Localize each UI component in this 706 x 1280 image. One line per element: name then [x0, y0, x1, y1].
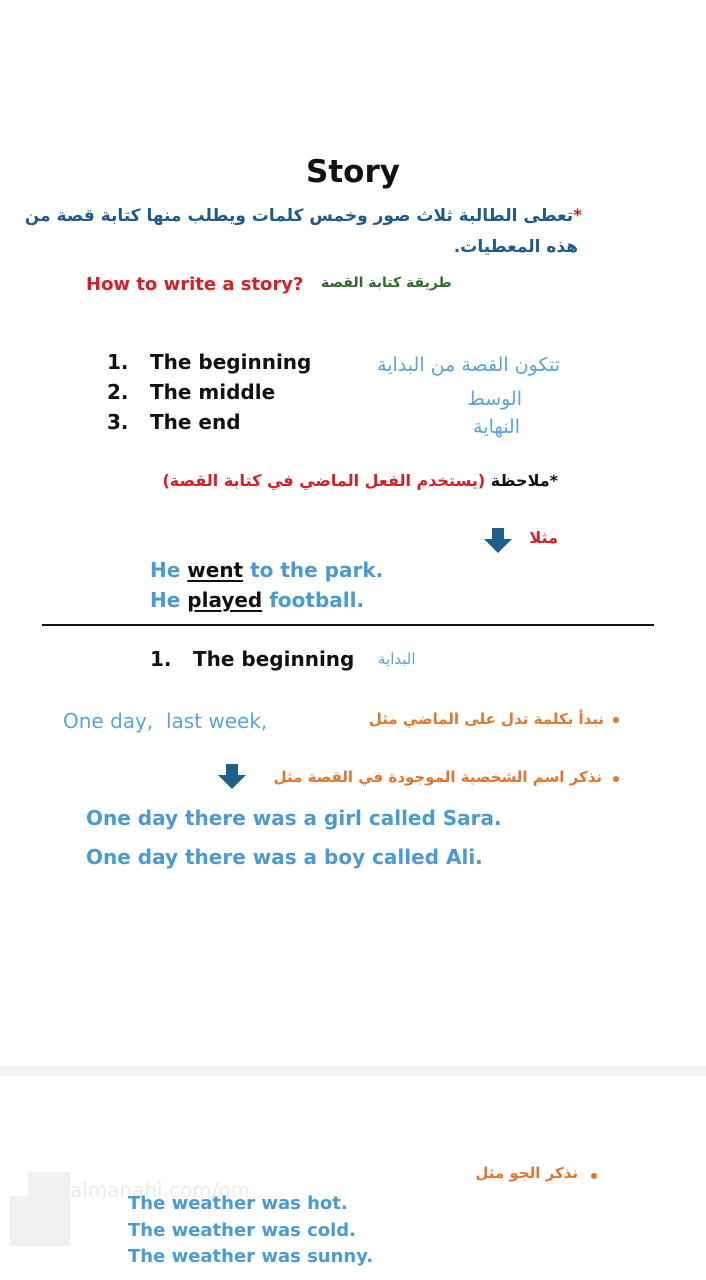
page-title: Story: [306, 154, 400, 190]
parts-arabic-1: تتكون القصة من البداية: [377, 354, 560, 376]
part-num-2: 2.: [107, 380, 129, 404]
bullet-start-text: نبدأ بكلمة تدل على الماضي مثل: [368, 710, 604, 728]
part-num-3: 3.: [107, 410, 129, 434]
parts-arabic-3: النهاية: [473, 416, 520, 438]
bullet-weather-dot: [591, 1173, 597, 1179]
section-heading-arabic: البداية: [378, 650, 416, 668]
example-sentence-1: [150, 558, 383, 582]
parts-arabic-2: الوسط: [467, 388, 522, 410]
note: [162, 471, 558, 490]
section-num: 1.: [150, 647, 172, 671]
part-label-1: The beginning: [150, 350, 312, 374]
intro-line-2: هذه المعطيات.: [453, 237, 578, 257]
example-2-after: football.: [269, 588, 365, 612]
watermark-url: almanahj.com/om: [70, 1178, 251, 1202]
example-1-verb: went: [187, 558, 244, 582]
intro-line-1: [25, 206, 582, 226]
bullet-character-text: نذكر اسم الشخصية الموجودة في القصة مثل: [273, 768, 602, 786]
howto-arabic: طريقة كتابة القصة: [321, 275, 452, 291]
intro-star: *: [573, 206, 582, 226]
howto-english: How to write a story?: [86, 274, 304, 295]
character-sentence-1: One day there was a girl called Sara.: [86, 806, 502, 830]
watermark-logo-block: [10, 1196, 70, 1246]
intro-text-1: تعطى الطالبة ثلاث صور وخمس كلمات ويطلب منها كتابة قصة من: [24, 206, 574, 226]
example-2-before: He: [150, 588, 181, 612]
weather-sentence-3: The weather was sunny.: [128, 1246, 374, 1267]
example-2-verb: played: [187, 588, 263, 612]
example-1-after: to the park.: [250, 558, 384, 582]
section-heading: The beginning: [193, 647, 355, 671]
section-divider: [42, 624, 654, 626]
weather-sentence-2: The weather was cold.: [128, 1220, 357, 1241]
down-arrow-icon: [218, 764, 246, 790]
time-words: One day, last week,: [63, 709, 268, 733]
example-sentence-2: [150, 588, 364, 612]
down-arrow-icon: [484, 528, 512, 554]
part-label-3: The end: [150, 410, 241, 434]
note-body: (يستخدم الفعل الماضي في كتابة القصة): [162, 471, 486, 490]
note-prefix: *ملاحظة: [490, 471, 558, 490]
part-label-2: The middle: [150, 380, 276, 404]
page-break: [0, 1066, 706, 1076]
bullet-weather-text: نذكر الجو مثل: [475, 1164, 578, 1182]
weather-sentence-1: The weather was hot.: [128, 1193, 348, 1214]
example-label: مثلا: [529, 528, 558, 547]
example-1-before: He: [150, 558, 181, 582]
character-sentence-2: One day there was a boy called Ali.: [86, 845, 483, 869]
watermark-logo: [28, 1172, 70, 1196]
bullet-start-dot: [613, 717, 619, 723]
part-num-1: 1.: [107, 350, 129, 374]
bullet-character-dot: [613, 776, 619, 782]
